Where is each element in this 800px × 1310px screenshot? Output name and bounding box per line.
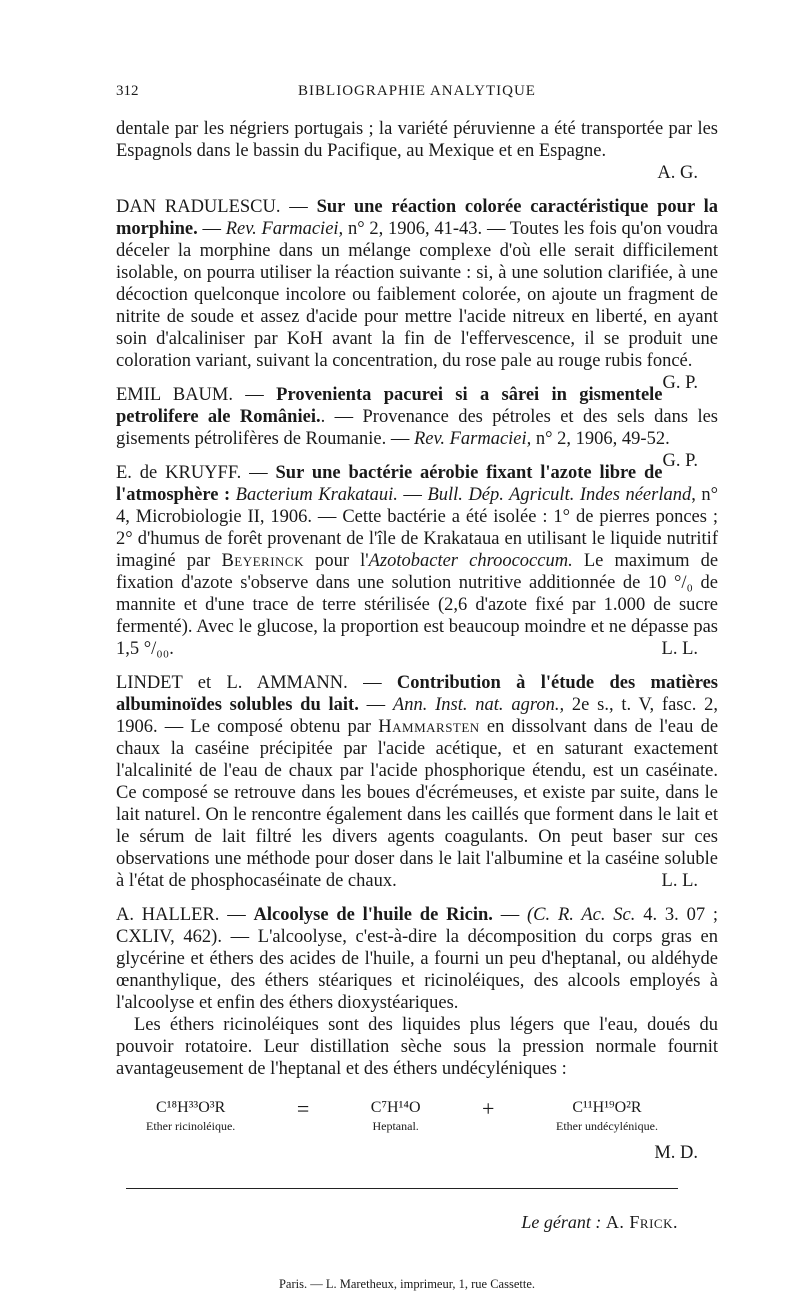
- entry-source: Rev. Farmaciei,: [225, 219, 344, 239]
- entry-signature: L. L.: [661, 871, 698, 891]
- bibliography-entry: DAN RADULESCU. — Sur une réaction colorée caractéristique pour la morphine. — Rev. Farmaciei, n° 2, 1906, 41-43. — Toutes les fois qu'on voudra déceler la morphine dans un mélange complexe d'où elle serait difficilement isolable, on pourra utiliser la réaction suivante : si, à une solution clarifiée, à une décoction quelconque incolore ou faiblement colorée, on ajoute un fragment de nitrite de soude et assez d'acide pour mettre l'acide nitreux en liberté, en ayant soin d'alcaliniser par KoH avant la fin de l'effervescence, il se produit une coloration variant, suivant la concentration, du rose pale au rouge rubis foncé. G. P.: [116, 197, 719, 393]
- formula-caption: Ether undécylénique.: [556, 1119, 658, 1133]
- entry-source: Ann. Inst. nat. agron.,: [392, 695, 565, 715]
- bibliography-entry: LINDET et L. AMMANN. — Contribution à l'étude des matières albuminoïdes solubles du lait. — Ann. Inst. nat. agron., 2e s., t. V, fasc. 2, 1906. — Le composé obtenu par Hammarsten en dissolvant dans de l'eau de chaux la caséine précipitée par l'acide acétique, et en saturant exactement l'alcalinité de l'eau de chaux par l'acide phosphorique étendu, est un caséinate. Ce composé se retrouve dans les boues d'écrémeuses, et existe par suite, dans le lait naturel. On le rencontre également dans les caillés que forment dans le lait et le sérum de lait filtré les divers agents coagulants. On peut baser sur ces observations une méthode pour doser dans le lait l'albumine et la caséine soluble à l'état de phosphocaséinate de chaux. L. L.: [116, 673, 719, 891]
- entry-author: A. HALLER.: [116, 905, 220, 925]
- entry-body: Cette bactérie a été isolée : 1° de pierres ponces ; 2° d'humus de forêt provenant de l'île de Krakataua en utilisant le liquide nutritif imaginé par: [116, 507, 718, 571]
- chemical-equation: [146, 1098, 658, 1134]
- equals-sign: =: [296, 1096, 310, 1121]
- bibliography-entry: E. de KRUYFF. — Sur une bactérie aérobie fixant l'azote libre de l'atmosphère : Bacterium Krakataui. — Bull. Dép. Agricult. Indes néerland, n° 4, Microbiologie II, 1906. — Cette bactérie a été isolée : 1° de pierres ponces ; 2° d'humus de forêt provenant de l'île de Krakataua en utilisant le liquide nutritif imaginé par Beyerinck pour l'Azotobacter chroococcum. Le maximum de fixation d'azote s'observe dans une solution nutritive additionnée de 10 °/₀ de mannite et d'une trace de terre stérilisée (2,6 d'azote fixé par 1.000 de sucre fermenté). Avec le glucose, la proportion est beaucoup moindre et ne dépasse pas 1,5 °/₀₀. L. L.: [116, 463, 719, 659]
- entry-citation: n° 2, 1906, 41-43.: [347, 219, 483, 239]
- gerant-name: A. Frick.: [605, 1212, 678, 1232]
- entry-title: Contribution à l'étude des matières albuminoïdes solubles du lait.: [116, 673, 718, 715]
- entry-body: Toutes les fois qu'on voudra déceler la morphine dans un mélange complexe d'où elle serait difficilement isolable, on pourra utiliser la réaction suivante : si, à une solution clarifiée, à une décoction quelconque incolore ou faiblement colorée, on ajoute un fragment de nitrite de soude et assez d'acide pour mettre l'acide nitreux en liberté, en ayant soin d'alcaliniser par KoH avant la fin de l'effervescence, il se produit une coloration variant, suivant la concentration, du rose pale au rouge rubis foncé.: [116, 219, 719, 371]
- entry-title: Alcoolyse de l'huile de Ricin.: [253, 905, 493, 925]
- formula-caption: Ether ricinoléique.: [146, 1119, 236, 1133]
- bibliography-entry: EMIL BAUM. — Provenienta pacurei si a sârei in gismentele petrolifere ale României.. — Provenance des pétroles et des sels dans les gisements pétrolifères de Roumanie. — Rev. Farmaciei, n° 2, 1906, 49-52. G. P.: [116, 385, 718, 471]
- entry-body: Provenance des pétroles et des sels dans les gisements pétrolifères de Roumanie.: [116, 407, 718, 449]
- formula-reactant: C¹⁸H³³O³R: [156, 1099, 226, 1116]
- entry-title-species: Bacterium Krakataui.: [235, 485, 398, 505]
- entry-signature: A. G.: [657, 163, 698, 183]
- entry-source: (C. R. Ac. Sc.: [527, 905, 636, 925]
- entry-author: DAN RADULESCU.: [116, 197, 281, 217]
- entry-species: Azotobacter chroococcum.: [368, 551, 573, 571]
- entry-signature: G. P.: [662, 373, 698, 393]
- entry-body: L'alcoolyse, c'est-à-dire la décomposition du corps gras en glycérine et éthers des acides de l'huile, a fourni un peu d'heptanal, ou aldéhyde œnanthylique, des éthers stéariques et ricinoléiques, des alcools employés à l'alcoolyse et enfin des éthers dioxystéariques.: [116, 927, 718, 1013]
- entry-title: Sur une bactérie aérobie fixant l'azote libre de l'atmosphère :: [116, 463, 663, 505]
- entry-author: EMIL BAUM.: [116, 385, 233, 405]
- running-title: BIBLIOGRAPHIE ANALYTIQUE: [298, 83, 536, 99]
- formula-product: C⁷H¹⁴O: [370, 1099, 421, 1116]
- entry-author: LINDET et L. AMMANN.: [116, 673, 348, 693]
- continuation-text: dentale par les négriers portugais ; la variété péruvienne a été transportée par les Espagnols dans le bassin du Pacifique, au Mexique et en Espagne.: [116, 119, 718, 161]
- formula-caption: Heptanal.: [372, 1119, 419, 1133]
- gerant-label: Le gérant :: [521, 1212, 602, 1232]
- entry-title: Provenienta pacurei si a sârei in gismentele petrolifere ale României.: [116, 385, 663, 427]
- entry-person-name: Hammarsten: [378, 717, 480, 737]
- entry-signature: L. L.: [661, 639, 698, 659]
- bibliography-entry: A. HALLER. — Alcoolyse de l'huile de Ricin. — (C. R. Ac. Sc. 4. 3. 07 ; CXLIV, 462). — L'alcoolyse, c'est-à-dire la décomposition du corps gras en glycérine et éthers des acides de l'huile, a fourni un peu d'heptanal, ou aldéhyde œnanthylique, des éthers stéariques et ricinoléiques, des alcools employés à l'alcoolyse et enfin des éthers dioxystéariques. Les éthers ricinoléiques sont des liquides plus légers que l'eau, doués du pouvoir rotatoire. Leur distillation sèche sous la pression normale fournit avantageusement de l'heptanal et des éthers undécyléniques : C¹⁸H³³O³R Ether ricinoléique. = C⁷H¹⁴O Heptanal. + C¹¹H¹⁹O²R Ether undécylénique. M. D.: [116, 905, 719, 1163]
- entry-signature: G. P.: [662, 451, 698, 471]
- gerant-line: [116, 1211, 718, 1233]
- entry-author: E. de KRUYFF.: [116, 463, 242, 483]
- entry-title: Sur une réaction colorée caractéristique pour la morphine.: [116, 197, 719, 239]
- entry-source: Rev. Farmaciei,: [413, 429, 532, 449]
- printer-imprint: Paris. — L. Maretheux, imprimeur, 1, rue Cassette.: [278, 1277, 536, 1291]
- formula-product: C¹¹H¹⁹O²R: [572, 1099, 642, 1116]
- entry-person-name: Beyerinck: [221, 551, 304, 571]
- continuation-entry: [116, 118, 718, 184]
- entry-citation: 4. 3. 07 ; CXLIV, 462).: [116, 905, 719, 947]
- entry-citation: , n° 4, Microbiologie II, 1906.: [116, 485, 719, 527]
- entry-body-paragraph: Les éthers ricinoléiques sont des liquides plus légers que l'eau, doués du pouvoir rotatoire. Leur distillation sèche sous la pression normale fournit avantageusement de l'heptanal et des éthers undécyléniques :: [116, 1015, 718, 1079]
- entry-source: Bull. Dép. Agricult. Indes néerland: [427, 485, 692, 505]
- footer-divider: [126, 1188, 678, 1189]
- entry-body: Le composé obtenu par: [190, 717, 372, 737]
- entry-citation: n° 2, 1906, 49-52.: [535, 429, 670, 449]
- entry-citation: 2e s., t. V, fasc. 2, 1906.: [116, 695, 718, 737]
- running-head: [116, 80, 718, 104]
- entry-signature: M. D.: [654, 1143, 698, 1163]
- plus-sign: +: [482, 1096, 495, 1121]
- page-number: 312: [116, 83, 139, 99]
